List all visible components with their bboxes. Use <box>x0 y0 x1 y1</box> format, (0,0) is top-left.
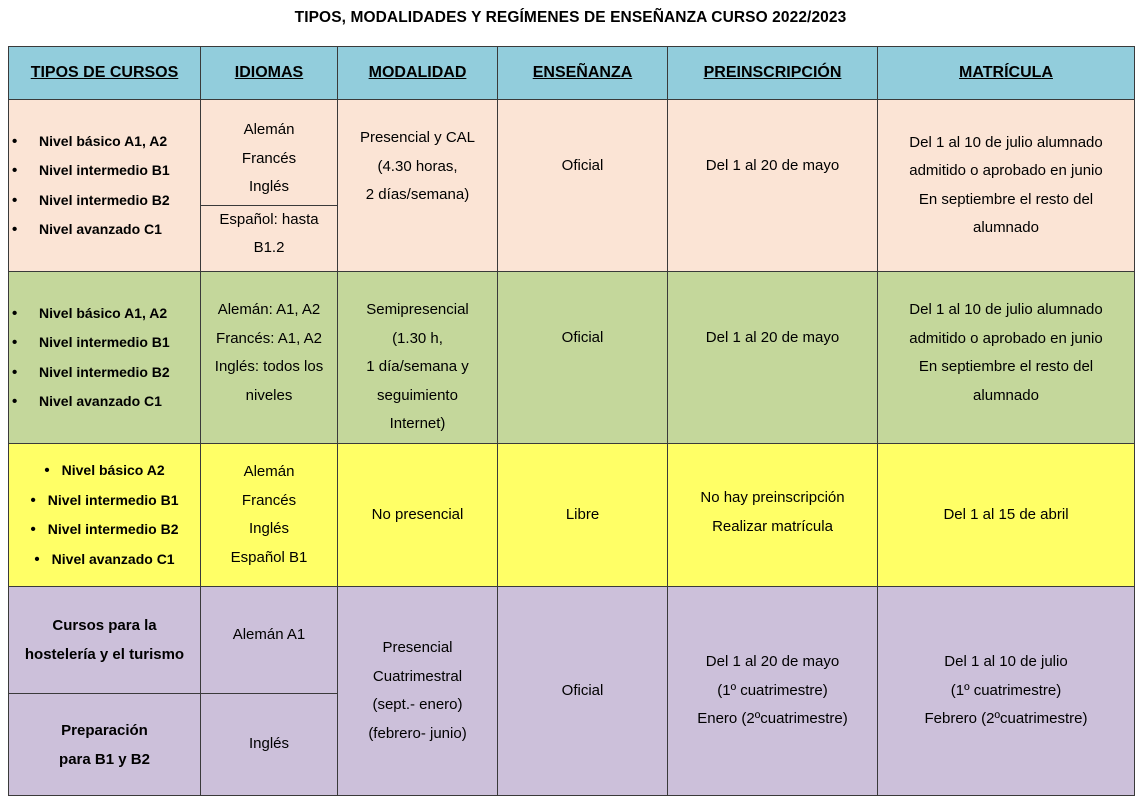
language: Alemán <box>243 121 295 139</box>
modalidad-cell <box>338 272 498 444</box>
idiomas-cell <box>201 444 338 587</box>
matricula-line: En septiembre el resto del <box>918 190 1094 208</box>
preinscripcion-line: Realizar matrícula <box>712 517 833 535</box>
idiomas-cell <box>201 587 338 694</box>
language-extra: B1.2 <box>253 239 285 257</box>
language: Francés: A1, A2 <box>216 329 322 347</box>
matricula-line: Febrero (2ºcuatrimestre) <box>924 710 1088 728</box>
levels-cell <box>9 272 201 444</box>
header-matricula: MATRÍCULA <box>878 47 1135 100</box>
matricula-cell <box>878 100 1135 272</box>
preinscripcion-cell <box>668 100 878 272</box>
ensenanza-cell: Oficial <box>498 272 668 444</box>
level-label: Nivel básico A2 <box>61 462 165 478</box>
header-idiomas: IDIOMAS <box>201 47 338 100</box>
idiomas-cell <box>201 272 338 444</box>
language: Francés <box>241 491 297 509</box>
language: Francés <box>241 149 297 167</box>
ensenanza-cell: Libre <box>498 444 668 587</box>
preinscripcion-line: No hay preinscripción <box>700 489 845 506</box>
language: Inglés <box>248 735 290 753</box>
level-item: • Nivel avanzado C1 <box>12 387 200 417</box>
language: Alemán A1 <box>232 626 306 643</box>
matricula-line: En septiembre el resto del <box>918 358 1094 375</box>
ensenanza-cell: Oficial <box>498 100 668 272</box>
language-extra: Español: hasta <box>219 210 319 228</box>
tipo-line: Cursos para la <box>52 617 157 634</box>
modalidad-line: Internet) <box>389 415 446 432</box>
matricula-line: alumnado <box>973 219 1039 236</box>
modalidad-line: Cuatrimestral <box>372 667 463 685</box>
ensenanza-cell: Oficial <box>498 587 668 796</box>
level-item: • Nivel intermedio B2 <box>30 521 179 538</box>
levels-cell <box>9 100 201 272</box>
preinscripcion-line: Del 1 al 20 de mayo <box>705 653 840 671</box>
tipo-line: para B1 y B2 <box>59 750 150 768</box>
modalidad-cell <box>338 444 498 587</box>
table-row <box>9 272 1135 444</box>
header-preinscripcion: PREINSCRIPCIÓN <box>668 47 878 100</box>
language: Español B1 <box>230 548 308 566</box>
tipo-cell <box>9 694 201 796</box>
level-label: Nivel intermedio B2 <box>47 521 179 537</box>
level-item: • Nivel intermedio B2 <box>12 186 200 216</box>
level-item: • Nivel intermedio B1 <box>30 491 179 509</box>
document-title: TIPOS, MODALIDADES Y REGÍMENES DE ENSEÑANZA CURSO 2022/2023 <box>294 9 847 26</box>
level-item: • Nivel básico A1, A2 <box>12 299 200 329</box>
language: niveles <box>245 386 293 404</box>
preinscripcion-cell <box>668 272 878 444</box>
matricula-line: Del 1 al 10 de julio alumnado <box>909 301 1103 318</box>
preinscripcion-cell <box>668 444 878 587</box>
language: Alemán <box>243 463 295 480</box>
table-row <box>9 100 1135 272</box>
language: Inglés <box>248 520 290 537</box>
preinscripcion-line: Del 1 al 20 de mayo <box>705 329 840 346</box>
modalidad-line: Presencial y CAL <box>359 129 476 146</box>
level-label: Nivel intermedio B1 <box>47 491 179 508</box>
level-item: • Nivel intermedio B1 <box>12 328 200 358</box>
level-item: • Nivel avanzado C1 <box>12 215 200 245</box>
level-item: • Nivel intermedio B2 <box>12 358 200 388</box>
level-item: • Nivel intermedio B1 <box>12 156 200 186</box>
table-row <box>9 444 1135 587</box>
preinscripcion-cell <box>668 587 878 796</box>
course-table <box>8 46 1135 796</box>
level-item: • Nivel avanzado C1 <box>34 550 175 568</box>
preinscripcion-line: (1º cuatrimestre) <box>717 681 828 699</box>
matricula-line: admitido o aprobado en junio <box>909 329 1103 347</box>
modalidad-line: 1 día/semana y <box>366 358 469 375</box>
modalidad-line: (4.30 horas, <box>377 157 458 175</box>
modalidad-line: Semipresencial <box>366 301 469 318</box>
preinscripcion-line: Enero (2ºcuatrimestre) <box>697 710 848 728</box>
modalidad-cell <box>338 587 498 796</box>
idiomas-cell <box>201 100 338 272</box>
matricula-line: Del 1 al 10 de julio <box>944 653 1068 671</box>
tipo-line: hostelería y el turismo <box>24 646 185 663</box>
level-item: • Nivel básico A2 <box>44 462 165 479</box>
matricula-line: (1º cuatrimestre) <box>950 681 1062 699</box>
language: Inglés: todos los <box>214 358 324 375</box>
matricula-line: admitido o aprobado en junio <box>909 162 1103 179</box>
modalidad-cell <box>338 100 498 272</box>
modalidad-line: seguimiento <box>377 386 458 404</box>
modalidad-line: (febrero- junio) <box>368 724 467 742</box>
header-row <box>9 47 1135 100</box>
matricula-line: alumnado <box>973 386 1039 404</box>
modalidad-line: 2 días/semana) <box>365 186 470 203</box>
idiomas-cell <box>201 694 338 796</box>
tipo-cell <box>9 587 201 694</box>
level-label: Nivel avanzado C1 <box>51 550 175 567</box>
language: Alemán: A1, A2 <box>217 301 321 318</box>
language: Inglés <box>248 178 290 196</box>
matricula-line: Del 1 al 15 de abril <box>943 505 1069 523</box>
modalidad-line: No presencial <box>371 505 464 523</box>
modalidad-line: (sept.- enero) <box>372 696 463 713</box>
tipo-line: Preparación <box>61 721 148 739</box>
modalidad-line: (1.30 h, <box>392 329 443 347</box>
matricula-cell <box>878 444 1135 587</box>
header-ensenanza: ENSEÑANZA <box>498 47 668 100</box>
modalidad-line: Presencial <box>382 639 453 656</box>
header-tipos: TIPOS DE CURSOS <box>9 47 201 100</box>
table-row <box>9 587 1135 694</box>
header-modalidad: MODALIDAD <box>338 47 498 100</box>
preinscripcion-line: Del 1 al 20 de mayo <box>705 157 840 174</box>
level-item: • Nivel básico A1, A2 <box>12 127 200 157</box>
matricula-cell <box>878 587 1135 796</box>
matricula-cell <box>878 272 1135 444</box>
matricula-line: Del 1 al 10 de julio alumnado <box>909 133 1103 151</box>
levels-cell <box>9 444 201 587</box>
